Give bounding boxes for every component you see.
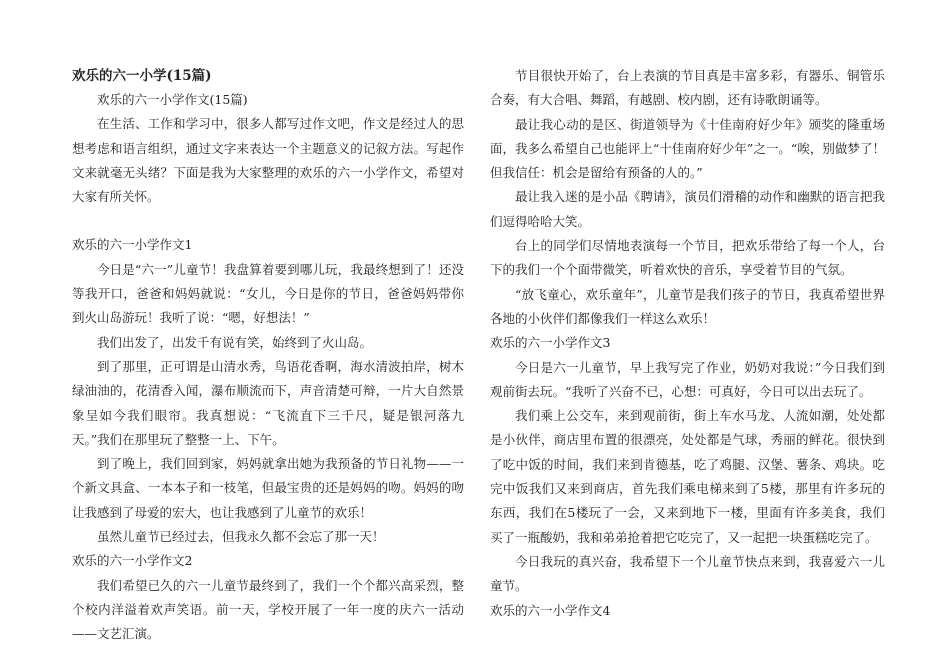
section-heading: 欢乐的六一小学作文1 (72, 237, 193, 253)
left-column (72, 64, 464, 647)
paragraph: 到了晚上，我们回到家，妈妈就拿出她为我预备的节日礼物——一个新文具盒、一本本子和一枝笔，但最宝贵的还是妈妈的吻。妈妈的吻让我感到了母爱的宏大，也让我感到了儿童节的欢乐！ (72, 456, 464, 520)
paragraph: 虽然儿童节已经过去，但我永久都不会忘了那一天！ (97, 529, 385, 545)
section-heading: 欢乐的六一小学作文3 (490, 335, 611, 351)
right-column (490, 64, 885, 623)
paragraph: “放飞童心，欢乐童年”，儿童节是我们孩子的节日，我真希望世界各地的小伙伴们都像我们一样这么欢乐！ (490, 286, 885, 326)
paragraph: 节目很快开始了，台上表演的节目真是丰富多彩，有器乐、铜管乐合奏，有大合唱、舞蹈，有越剧、校内剧，还有诗歌朗诵等。 (490, 68, 885, 108)
section-heading: 欢乐的六一小学作文2 (72, 553, 193, 569)
paragraph: 台上的同学们尽情地表演每一个节目，把欢乐带给了每一个人，台下的我们一个个面带微笑，听着欢快的音乐，享受着节目的气氛。 (490, 238, 885, 278)
paragraph: 欢乐的六一小学作文(15篇) (97, 92, 248, 107)
paragraph: 我们乘上公交车，来到观前街，街上车水马龙、人流如潮，处处都是小伙伴，商店里布置的很漂亮，处处都是气球，秀丽的鲜花。很快到了吃中饭的时间，我们来到肯德基，吃了鸡腿、汉堡、薯条、鸡块。吃完中饭我们又来到商店，首先我们乘电梯来到了5楼，那里有许多玩的东西，我们在5楼玩了一会，又来到地下一楼，里面有许多美食，我们买了一瓶酸奶，我和弟弟抢着把它吃完了，又一起把一块蛋糕吃完了。 (490, 408, 885, 545)
paragraph: 最让我心动的是区、街道领导为《十佳南府好少年》颁奖的隆重场面，我多么希望自己也能评上“十佳南府好少年”之一。“唉，别做梦了！但我信任：机会是留给有预备的人的。” (490, 116, 885, 181)
paragraph: 今日我玩的真兴奋，我希望下一个儿童节快点来到，我喜爱六一儿童节。 (490, 553, 885, 594)
paragraph: 到了那里，正可谓是山清水秀，鸟语花香啊，海水清波拍岸，树木绿油油的，花清香入闻，瀑布顺流而下，声音清楚可辩，一片大自然景象呈如今我们眼帘。我真想说：“飞流直下三千尺，疑是银河落九天。”我们在那里玩了整整一上、下午。 (72, 358, 464, 447)
paragraph: 我们出发了，出发千有说有笑，始终到了火山岛。 (97, 334, 373, 350)
paragraph: 今日是“六一”儿童节！我盘算着要到哪儿玩，我最终想到了！还没等我开口，爸爸和妈妈就说：“女儿，今日是你的节日，爸爸妈妈带你到火山岛游玩！我听了说：“嗯，好想法！” (72, 261, 464, 326)
section-heading: 欢乐的六一小学作文4 (490, 602, 611, 618)
paragraph-spacer (72, 209, 464, 233)
paragraph: 我们希望已久的六一儿童节最终到了，我们一个个都兴高采烈，整个校内洋溢着欢声笑语。前一天，学校开展了一年一度的庆六一活动——文艺汇演。 (72, 577, 464, 642)
document-title: 欢乐的六一小学(15篇) (72, 68, 212, 84)
paragraph: 今日是六一儿童节，早上我写完了作业，奶奶对我说：”今日我们到观前街去玩。“我听了兴奋不已，心想：可真好，今日可以出去玩了。 (490, 359, 885, 399)
paragraph: 在生活、工作和学习中，很多人都写过作文吧，作文是经过人的思想考虑和语言组织，通过文字来表达一个主题意义的记叙方法。写起作文来就毫无头绪？下面是我为大家整理的欢乐的六一小学作文，希望对大家有所关怀。 (72, 116, 464, 205)
paragraph: 最让我入迷的是小品《聘请》，演员们滑稽的动作和幽默的语言把我们逗得哈哈大笑。 (490, 189, 885, 229)
